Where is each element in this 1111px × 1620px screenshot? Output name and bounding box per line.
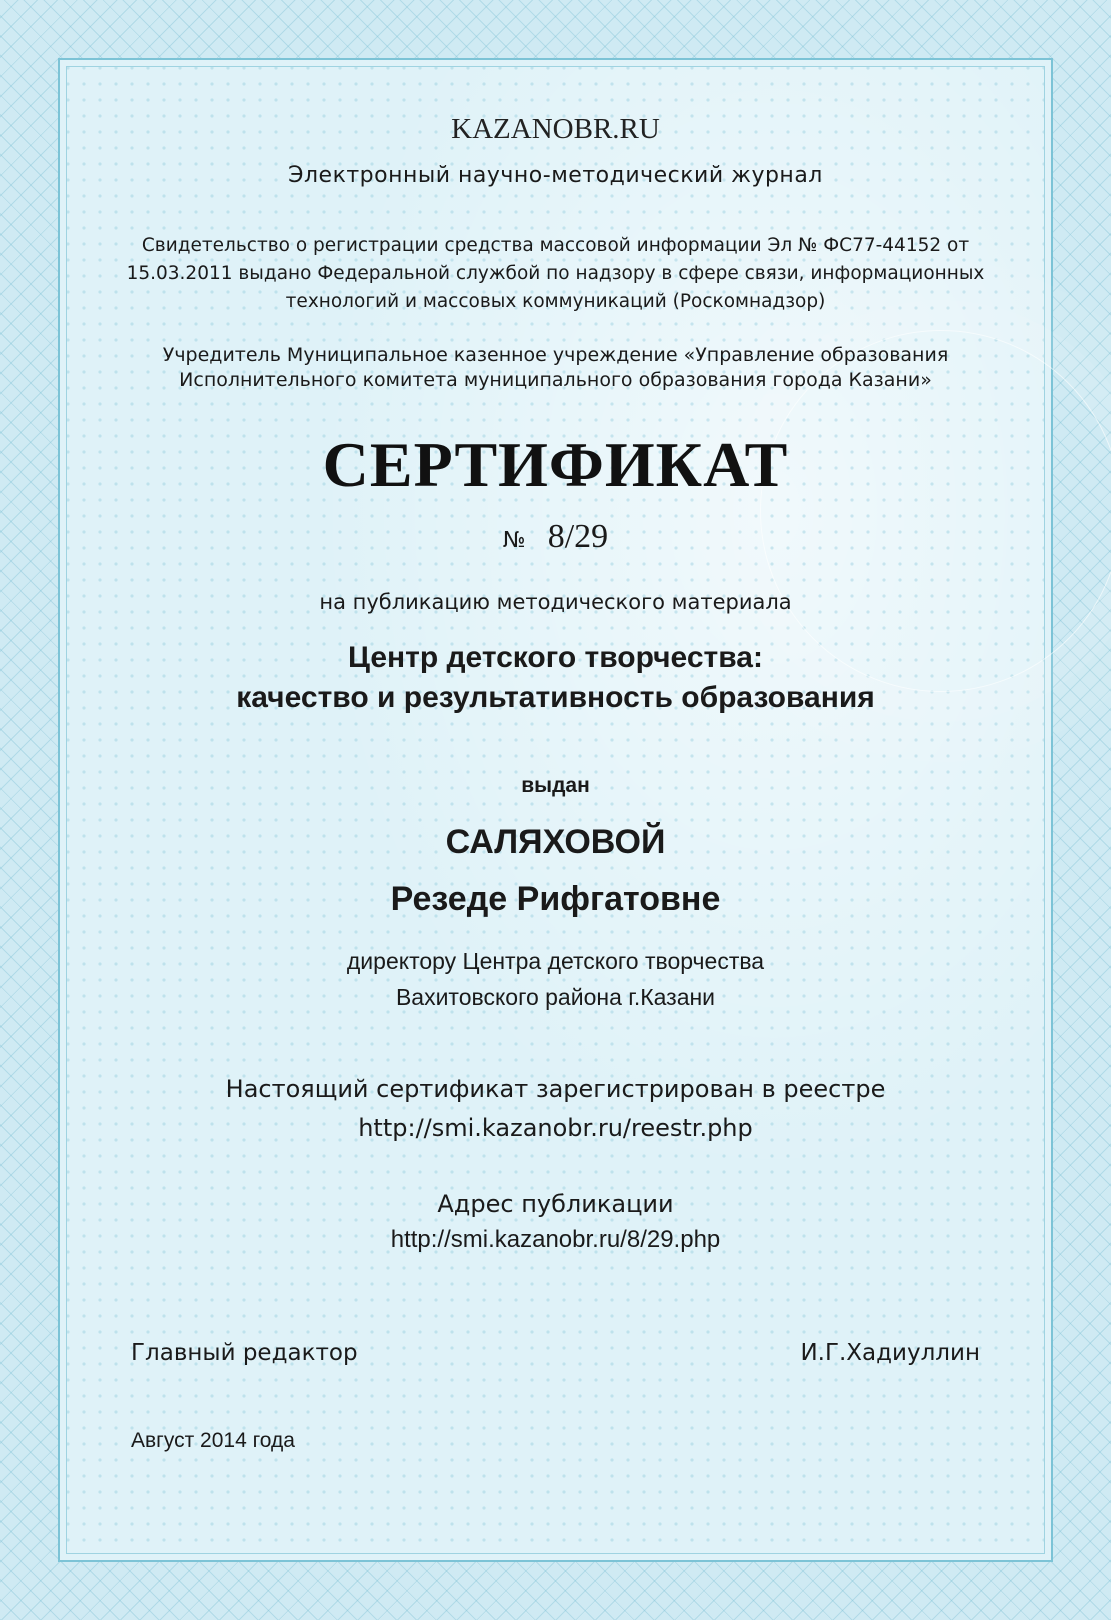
certificate-purpose: на публикацию методического материала [319, 590, 792, 614]
recipient-given-name: Резеде Рифгатовне [390, 880, 721, 918]
recipient-position [0, 943, 1111, 1015]
material-title-line: Центр детского творчества: [348, 641, 763, 674]
editor-name: И.Г.Хадиуллин [800, 1340, 980, 1366]
registry-info [0, 1070, 1111, 1148]
registry-url: http://smi.kazanobr.ru/reestr.php [358, 1114, 753, 1142]
publication-label: Адрес публикации [437, 1190, 674, 1218]
site-name: KAZANOBR.RU [451, 113, 660, 145]
recipient-position-line: директору Центра детского творчества [346, 948, 765, 974]
number-value: 8/29 [547, 518, 609, 555]
registration-line: технологий и массовых коммуникаций (Роскомнадзор) [285, 291, 826, 312]
founder-line: Учредитель Муниципальное казенное учреждение «Управление образования [162, 344, 949, 366]
issue-date: Август 2014 года [131, 1429, 295, 1452]
issued-label: выдан [521, 774, 590, 797]
founder-line: Исполнительного комитета муниципального образования города Казани» [179, 369, 932, 391]
certificate-title: СЕРТИФИКАТ [322, 429, 789, 500]
registration-line: 15.03.2011 выдано Федеральной службой по надзору в сфере связи, информационных [126, 263, 985, 284]
registry-text: Настоящий сертификат зарегистрирован в реестре [225, 1075, 886, 1103]
material-title [0, 638, 1111, 718]
recipient-surname: САЛЯХОВОЙ [445, 823, 666, 861]
editor-role: Главный редактор [131, 1340, 358, 1366]
registration-line: Свидетельство о регистрации средства массовой информации Эл № ФС77-44152 от [141, 235, 970, 256]
founder-info [0, 343, 1111, 393]
number-sign: № [502, 528, 526, 553]
publication-url: http://smi.kazanobr.ru/8/29.php [390, 1226, 721, 1253]
registration-info [0, 232, 1111, 316]
material-title-line: качество и результативность образования [236, 681, 875, 714]
certificate-number [0, 518, 1111, 556]
recipient-position-line: Вахитовского района г.Казани [395, 984, 716, 1010]
journal-name: Электронный научно-методический журнал [288, 163, 823, 188]
